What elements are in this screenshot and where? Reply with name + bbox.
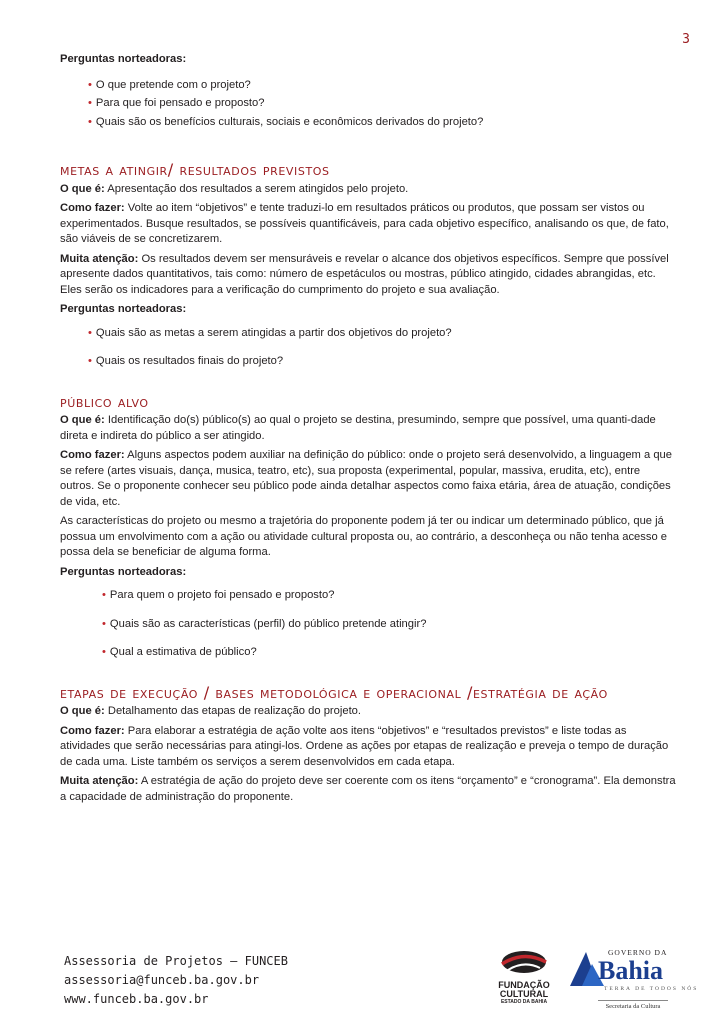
- paragraph-como-fazer: Como fazer: Volte ao item “objetivos” e tente traduzi-lo em resultados práticos ou produtos, que possam ser vistos ou experimentados. Busque resultados, se possíveis quantificáveis, para cada objetivo específico, analisando os que, de fato, são viáveis de se concretizarem.: [60, 202, 669, 245]
- page-number: 3: [682, 32, 690, 47]
- paragraph-o-que-e: O que é: Apresentação dos resultados a serem atingidos pelo projeto.: [60, 182, 409, 195]
- secretaria-label: Secretaria da Cultura: [598, 1000, 668, 1010]
- publico-question-list: [60, 588, 676, 661]
- list-item: • Quais são as metas a serem atingidas a partir dos objetivos do projeto?: [88, 326, 452, 339]
- bullet-icon: •: [88, 78, 92, 91]
- paragraph-atencao: Muita atenção: A estratégia de ação do projeto deve ser coerente com os itens “orçamento” e “cronograma”. Ela demonstra a capacidade de administração do proponente.: [60, 775, 676, 803]
- metas-question-list: [60, 326, 676, 370]
- paragraph-o-que-e: O que é: Detalhamento das etapas de realização do projeto.: [60, 705, 362, 717]
- questions-label: Perguntas norteadoras:: [60, 565, 187, 578]
- list-item: • Quais são as características (perfil) do público pretende atingir?: [102, 617, 427, 630]
- bullet-icon: •: [102, 589, 106, 601]
- bullet-icon: •: [88, 355, 92, 367]
- footer-website[interactable]: www.funceb.ba.gov.br: [64, 992, 209, 1006]
- footer-contact: [64, 952, 288, 1009]
- content: [60, 52, 676, 809]
- footer-org: Assessoria de Projetos – FUNCEB: [64, 954, 288, 968]
- intro-questions: [60, 52, 676, 130]
- bullet-icon: •: [88, 115, 92, 128]
- paragraph-extra: As características do projeto ou mesmo a trajetória do proponente podem já ter ou indicar um determinado público, que já possua um envolvimento com a ação ou atividade cultural proposta ou, ao contrário, a desconheça ou não tenha acesso e possa dela se beneficiar de alguma forma.: [60, 515, 667, 558]
- list-item: • Para que foi pensado e proposto?: [88, 97, 265, 109]
- list-item: • O que pretende com o projeto?: [88, 78, 251, 91]
- section-title: público alvo: [60, 391, 149, 411]
- questions-label: Perguntas norteadoras:: [60, 53, 187, 65]
- list-item: • Quais são os benefícios culturais, sociais e econômicos derivados do projeto?: [88, 115, 484, 128]
- bullet-icon: •: [88, 326, 92, 339]
- section-metas: [60, 162, 676, 370]
- footer-email[interactable]: assessoria@funceb.ba.gov.br: [64, 973, 260, 987]
- bullet-icon: •: [88, 97, 92, 109]
- section-publico: [60, 391, 676, 661]
- section-etapas: [60, 682, 676, 806]
- list-item: • Para quem o projeto foi pensado e proposto?: [102, 589, 335, 601]
- gov-label: GOVERNO DA: [608, 948, 668, 957]
- paragraph-como-fazer: Como fazer: Para elaborar a estratégia de ação volte aos itens “objetivos” e “resultados previstos” e liste todas as atividades que serão necessárias para atingi-los. Ordene as ações por etapas de realização e preveja o tempo de duração de cada uma. Liste também os serviços a serem desenvolvidos em cada etapa.: [60, 724, 669, 768]
- questions-label: Perguntas norteadoras:: [60, 303, 187, 315]
- bullet-icon: •: [102, 646, 106, 658]
- section-title: metas a atingir/ resultados previstos: [60, 160, 330, 179]
- paragraph-atencao: Muita atenção: Os resultados devem ser mensuráveis e revelar o alcance dos objetivos específicos. Sempre que possível apresente dados quantitativos, tais como: número de espetáculos ou mostras, público atingido, cidades abrangidas, etc. Eles serão os indicadores para a verificação do cumprimento do projeto e sua avaliação.: [60, 252, 669, 296]
- paragraph-o-que-e: O que é: Identificação do(s) público(s) ao qual o projeto se destina, presumindo, sempre que possível, uma quanti-dade direta e indireta do público a ser atingido.: [60, 414, 656, 442]
- intro-question-list: [60, 78, 676, 131]
- bahia-wordmark: Bahia: [598, 956, 664, 985]
- bullet-icon: •: [102, 617, 106, 630]
- list-item: • Qual a estimativa de público?: [102, 646, 257, 658]
- list-item: • Quais os resultados finais do projeto?: [88, 355, 284, 367]
- section-title: etapas de execução / bases metodológica e operacional /estratégia de ação: [60, 682, 608, 702]
- funceb-logo-text: FUNDAÇÃO CULTURAL ESTADO DA BAHIA: [498, 980, 550, 1005]
- paragraph-como-fazer: Como fazer: Alguns aspectos podem auxiliar na definição do público: onde o projeto será desenvolvido, a linguagem a que se refere (artes visuais, dança, musica, teatro, etc), sua proposta (experimental, popular, massiva, erudita, etc), entre outros. Se o proponente conhecer seu público pode ainda detalhar aspectos como faixa etária, área de atuação, condições de vida, etc.: [60, 449, 672, 508]
- terra-slogan: TERRA DE TODOS NÓS: [604, 986, 699, 992]
